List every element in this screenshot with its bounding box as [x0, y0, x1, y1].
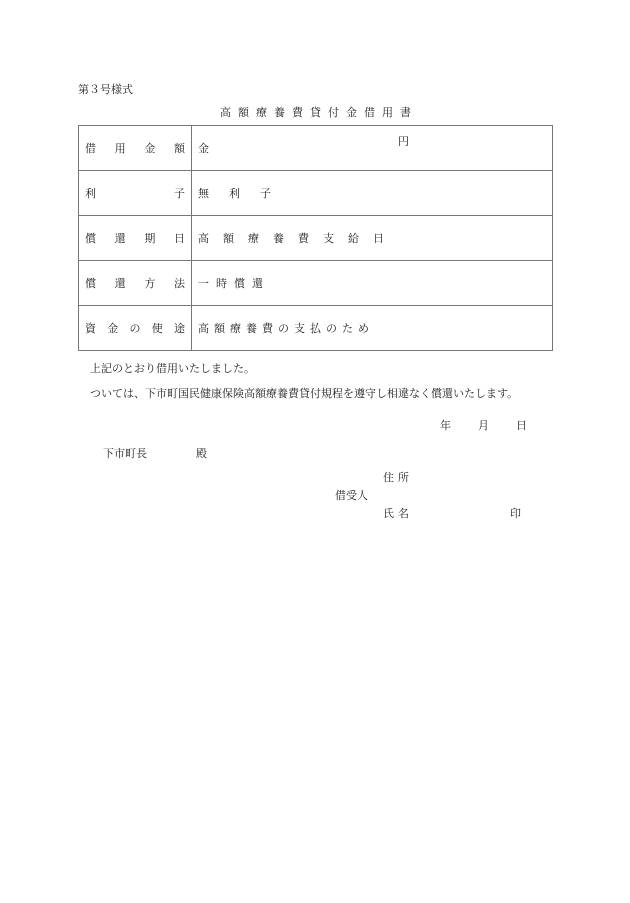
label-char: 還 — [114, 277, 126, 290]
row-value — [198, 230, 552, 246]
label-char: 途 — [174, 322, 185, 335]
value-char: 子 — [260, 187, 271, 200]
table-row-repayment-method — [79, 261, 553, 306]
addressee-name: 下市町長 — [103, 447, 147, 460]
row-label — [79, 185, 191, 201]
label-char: 使 — [151, 322, 163, 335]
value-char: 給 — [348, 232, 359, 245]
value-char: 日 — [373, 232, 384, 245]
label-char: 還 — [114, 232, 126, 245]
value-char: た — [342, 322, 353, 335]
name-label: 氏名 — [383, 507, 413, 520]
value-char: 費 — [298, 232, 309, 245]
label-char: 借 — [85, 142, 96, 155]
label-char: 利 — [85, 187, 96, 200]
label-char: 償 — [85, 277, 96, 290]
date-line — [440, 417, 527, 433]
date-year: 年 — [440, 419, 451, 432]
date-month: 月 — [478, 419, 489, 432]
value-char: の — [278, 322, 289, 335]
loan-details-table — [78, 125, 553, 351]
statement-borrowed: 上記のとおり借用いたしました。 — [90, 362, 255, 375]
label-char: 償 — [85, 232, 96, 245]
label-char: 方 — [144, 277, 156, 290]
seal-mark: 印 — [510, 507, 521, 520]
value-char: 高 — [198, 232, 209, 245]
value-char: 療 — [248, 232, 259, 245]
borrower-label: 借受人 — [335, 489, 368, 502]
row-label — [79, 140, 191, 156]
table-row-interest — [79, 171, 553, 216]
label-char: 法 — [173, 277, 185, 290]
value-char: 支 — [323, 232, 334, 245]
row-label — [79, 275, 191, 291]
value-char: 償 — [234, 277, 245, 290]
form-number: 第３号様式 — [78, 83, 133, 96]
value-char: 療 — [230, 322, 241, 335]
value-char: 無 — [198, 187, 209, 200]
table-row-fund-usage — [79, 306, 553, 351]
value-char: 還 — [252, 277, 263, 290]
value-char: 費 — [262, 322, 273, 335]
value-char: 額 — [223, 232, 234, 245]
value-char: の — [326, 322, 337, 335]
label-char: 額 — [173, 142, 185, 155]
date-day: 日 — [516, 419, 527, 432]
row-label — [79, 320, 191, 336]
value-char: 養 — [246, 322, 257, 335]
table-row-repayment-date — [79, 216, 553, 261]
value-char: 支 — [294, 322, 305, 335]
label-char: 子 — [174, 187, 185, 200]
amount-prefix: 金 — [198, 142, 209, 155]
label-char: 金 — [107, 322, 119, 335]
row-value — [198, 320, 552, 336]
label-char: の — [129, 322, 141, 335]
value-char: 額 — [214, 322, 225, 335]
label-char: 日 — [173, 232, 185, 245]
label-char: 金 — [144, 142, 156, 155]
value-char: 払 — [310, 322, 321, 335]
label-char: 用 — [114, 142, 126, 155]
document-title: 高額療養費貸付金借用書 — [220, 106, 418, 119]
value-char: 養 — [273, 232, 284, 245]
label-char: 期 — [144, 232, 156, 245]
table-row-loan-amount — [79, 126, 553, 171]
value-char: め — [358, 322, 369, 335]
statement-repayment-pledge: ついては、下市町国民健康保険高額療養費貸付規程を遵守し相違なく償還いたします。 — [90, 387, 519, 400]
row-value — [198, 275, 552, 291]
label-char: 資 — [85, 322, 96, 335]
value-char: 一 — [198, 277, 209, 290]
row-label — [79, 230, 191, 246]
address-label: 住所 — [383, 471, 413, 484]
value-char: 時 — [216, 277, 227, 290]
value-char: 高 — [198, 322, 209, 335]
value-char: 利 — [229, 187, 240, 200]
row-value — [198, 185, 552, 201]
addressee-honorific: 殿 — [196, 447, 207, 460]
amount-yen-unit: 円 — [398, 135, 409, 148]
